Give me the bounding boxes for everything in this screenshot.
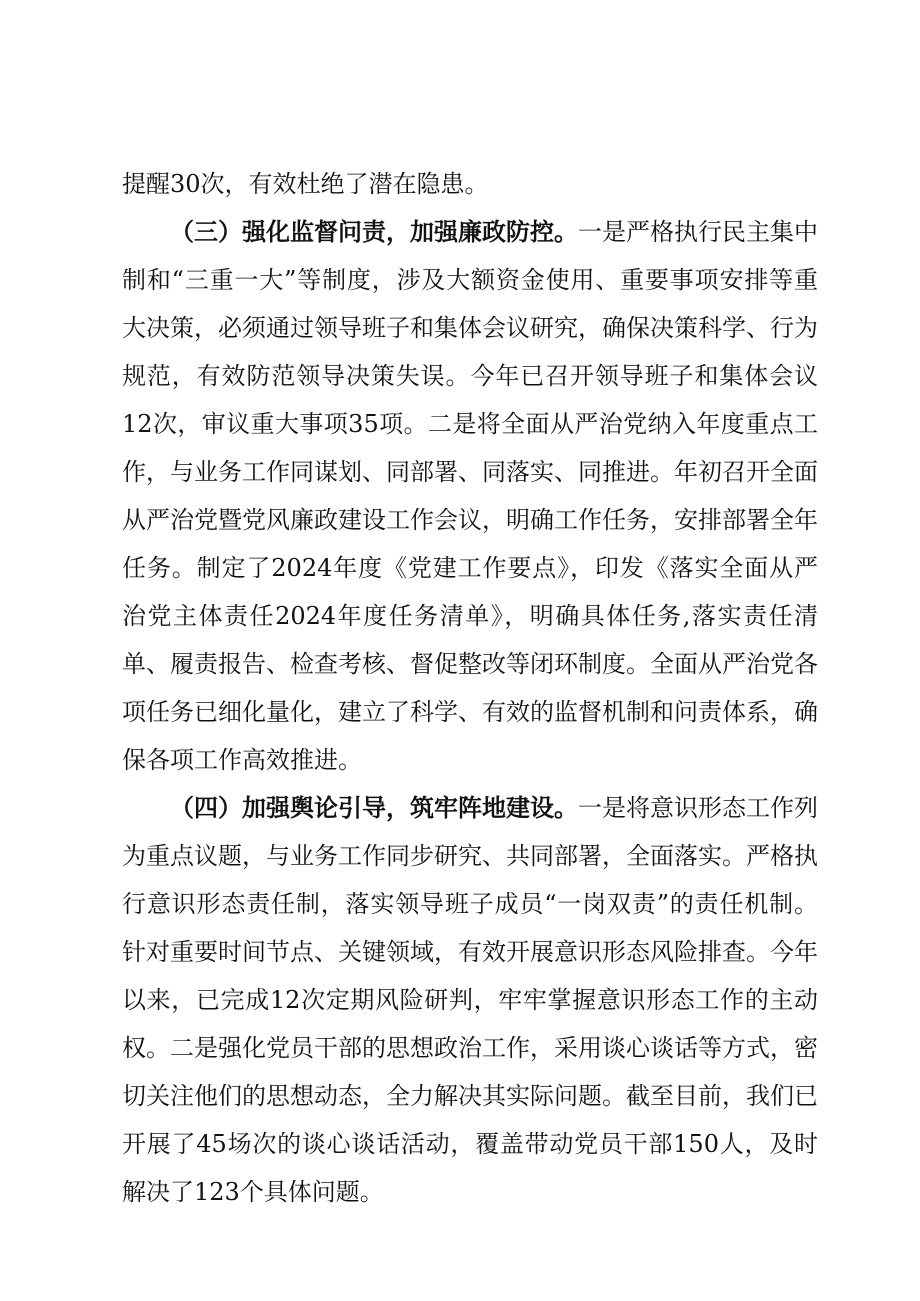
paragraph-public-opinion [122,784,818,1216]
paragraph-text: 提醒30次，有效杜绝了潜在隐患。 [122,170,489,198]
paragraph-text: 一是将意识形态工作列为重点议题，与业务工作同步研究、共同部署，全面落实。严格执行意识形态责任制，落实领导班子成员“一岗双责”的责任机制。针对重要时间节点、关键领域，有效开展意识形态风险排查。今年以来，已完成12次定期风险研判，牢牢掌握意识形态工作的主动权。二是强化党员干部的思想政治工作，采用谈心谈话等方式，密切关注他们的思想动态，全力解决其实际问题。截至目前，我们已开展了45场次的谈心谈话活动，覆盖带动党员干部150人，及时解决了123个具体问题。 [122,794,818,1206]
section-heading-supervision: （三）强化监督问责，加强廉政防控。 [170,217,578,246]
paragraph-supervision [122,208,818,784]
paragraph-text: 一是严格执行民主集中制和“三重一大”等制度，涉及大额资金使用、重要事项安排等重大决策，必须通过领导班子和集体会议研究，确保决策科学、行为规范，有效防范领导决策失误。今年已召开领导班子和集体会议12次，审议重大事项35项。二是将全面从严治党纳入年度重点工作，与业务工作同谋划、同部署、同落实、同推进。年初召开全面从严治党暨党风廉政建设工作会议，明确工作任务，安排部署全年任务。制定了2024年度《党建工作要点》，印发《落实全面从严治党主体责任2024年度任务清单》，明确具体任务,落实责任清单、履责报告、检查考核、督促整改等闭环制度。全面从严治党各项任务已细化量化，建立了科学、有效的监督机制和问责体系，确保各项工作高效推进。 [122,218,818,774]
paragraph-continuation [122,160,818,208]
section-heading-public-opinion: （四）加强舆论引导，筑牢阵地建设。 [170,793,578,822]
document-body [122,160,818,1216]
